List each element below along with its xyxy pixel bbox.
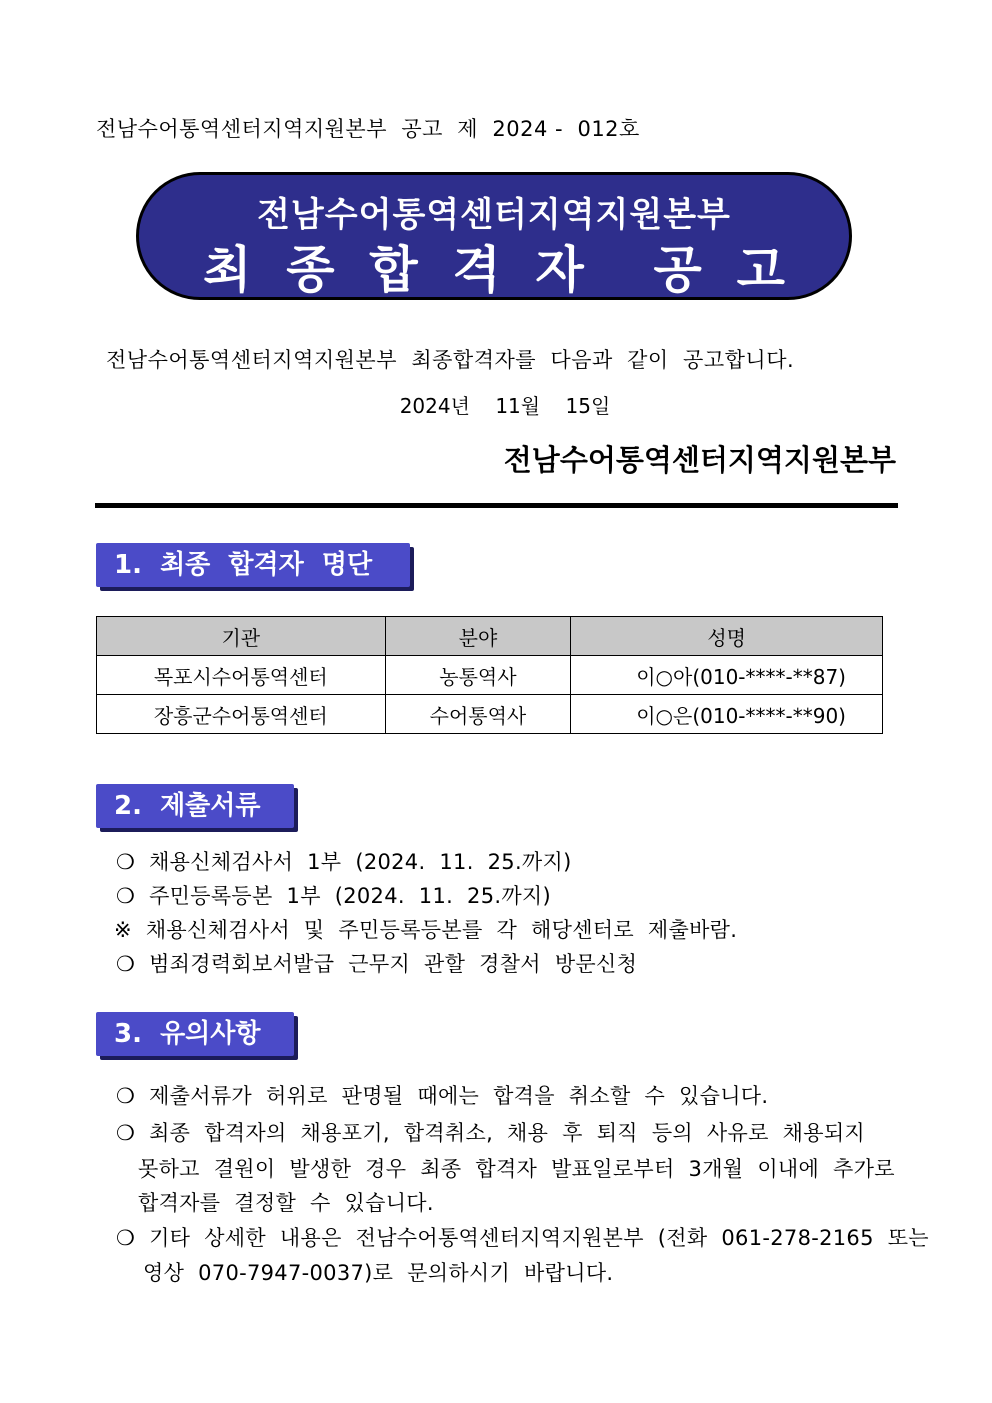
cell-field: 수어통역사 xyxy=(385,695,571,734)
section-heading-notes: 3. 유의사항 xyxy=(96,1012,294,1056)
documents-item: ❍ 채용신체검사서 1부 (2024. 11. 25.까지) xyxy=(116,850,572,874)
section-heading-documents: 2. 제출서류 xyxy=(96,784,294,828)
cell-org: 장흥군수어통역센터 xyxy=(97,695,386,734)
cell-name: 이○은(010-****-**90) xyxy=(571,695,883,734)
cell-field: 농통역사 xyxy=(385,656,571,695)
documents-item: ❍ 주민등록등본 1부 (2024. 11. 25.까지) xyxy=(116,884,552,908)
banner-org-name: 전남수어통역센터지역지원본부 xyxy=(257,195,731,235)
banner-title: 최 종 합 격 자 공 고 xyxy=(203,241,785,299)
title-banner xyxy=(136,172,852,300)
divider-rule xyxy=(95,503,898,508)
column-header-name: 성명 xyxy=(571,617,883,656)
cell-name: 이○아(010-****-**87) xyxy=(571,656,883,695)
documents-item: ❍ 범죄경력회보서발급 근무지 관할 경찰서 방문신청 xyxy=(116,952,638,976)
notes-item-continued: 합격자를 결정할 수 있습니다. xyxy=(138,1191,434,1215)
documents-note: ※ 채용신체검사서 및 주민등록등본를 각 해당센터로 제출바람. xyxy=(114,918,738,942)
notes-item: ❍ 최종 합격자의 채용포기, 합격취소, 채용 후 퇴직 등의 사유로 채용되지 xyxy=(116,1121,865,1145)
notice-number: 전남수어통역센터지역지원본부 공고 제 2024 - 012호 xyxy=(96,117,640,141)
section-heading-finalists: 1. 최종 합격자 명단 xyxy=(96,543,410,587)
table-header-row xyxy=(97,617,883,656)
intro-text: 전남수어통역센터지역지원본부 최종합격자를 다음과 같이 공고합니다. xyxy=(106,348,795,372)
table-row xyxy=(97,656,883,695)
table-row xyxy=(97,695,883,734)
notice-date: 2024년 11월 15일 xyxy=(399,394,611,418)
notes-item-continued: 못하고 결원이 발생한 경우 최종 합격자 발표일로부터 3개월 이내에 추가로 xyxy=(138,1157,895,1181)
notes-item: ❍ 제출서류가 허위로 판명될 때에는 합격을 취소할 수 있습니다. xyxy=(116,1084,769,1108)
notes-item-continued: 영상 070-7947-0037)로 문의하시기 바랍니다. xyxy=(143,1261,614,1285)
column-header-org: 기관 xyxy=(97,617,386,656)
column-header-field: 분야 xyxy=(385,617,571,656)
issuer-name: 전남수어통역센터지역지원본부 xyxy=(503,443,896,477)
cell-org: 목포시수어통역센터 xyxy=(97,656,386,695)
finalists-table xyxy=(96,616,883,734)
notes-item: ❍ 기타 상세한 내용은 전남수어통역센터지역지원본부 (전화 061-278-2165 또는 xyxy=(116,1226,929,1250)
